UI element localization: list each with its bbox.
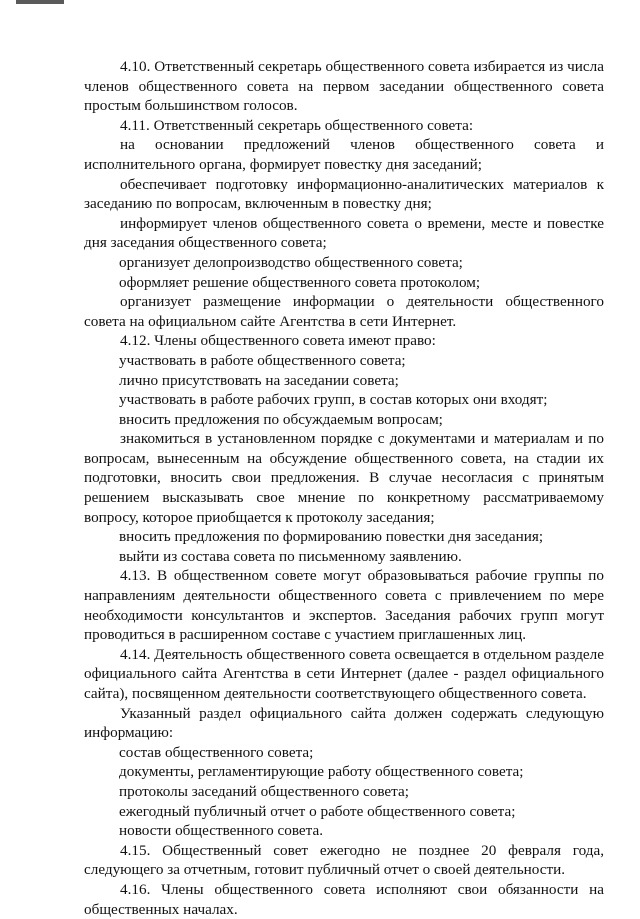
paragraph-4-10: 4.10. Ответственный секретарь общественного совета избирается из числа членов общественного совета на первом заседании общественного совета простым большинством голосов. <box>84 58 604 115</box>
paragraph-4-14-item: ежегодный публичный отчет о работе общественного совета; <box>119 802 516 820</box>
paragraph-4-12-item: участвовать в работе рабочих групп, в состав которых они входят; <box>119 391 548 409</box>
paragraph-4-12-item: вносить предложения по обсуждаемым вопросам; <box>119 410 443 428</box>
paragraph-4-12: 4.12. Члены общественного совета имеют право: <box>120 332 436 350</box>
scan-edge-mark <box>16 0 64 4</box>
paragraph-4-11: 4.11. Ответственный секретарь общественного совета: <box>120 116 474 134</box>
paragraph-4-14-item: новости общественного совета. <box>119 822 324 840</box>
paragraph-4-14-item: протоколы заседаний общественного совета; <box>119 782 409 800</box>
paragraph-4-14: 4.14. Деятельность общественного совета освещается в отдельном разделе официального сайта Агентства в сети Интернет (далее - раздел официального сайта), посвященном деятельности соответствующего общественного совета. <box>84 645 604 702</box>
paragraph-4-14-item: состав общественного совета; <box>119 743 314 761</box>
paragraph-4-11-item: организует делопроизводство общественного совета; <box>119 253 463 271</box>
paragraph-4-11-item: обеспечивает подготовку информационно-аналитических материалов к заседанию по вопросам, включенным в повестку дня; <box>84 175 604 213</box>
paragraph-4-11-item: организует размещение информации о деятельности общественного совета на официальном сайте Агентства в сети Интернет. <box>84 293 604 330</box>
paragraph-4-11-item: на основании предложений членов общественного совета и исполнительного органа, формирует повестку дня заседаний; <box>84 136 604 173</box>
paragraph-4-14-item: документы, регламентирующие работу общественного совета; <box>119 763 524 781</box>
paragraph-4-14-intro: Указанный раздел официального сайта должен содержать следующую информацию: <box>84 704 604 742</box>
paragraph-4-12-item: вносить предложения по формированию повестки дня заседания; <box>119 528 544 546</box>
paragraph-4-12-item: выйти из состава совета по письменному заявлению. <box>119 547 462 565</box>
paragraph-4-15: 4.15. Общественный совет ежегодно не позднее 20 февраля года, следующего за отчетным, готовит публичный отчет о своей деятельности. <box>84 841 604 879</box>
paragraph-4-13: 4.13. В общественном совете могут образовываться рабочие группы по направлениям деятельности общественного совета с привлечением по мере необходимости консультантов и экспертов. Заседания рабочих групп могут проводиться в расширенном составе с участием приглашенных лиц. <box>84 567 604 644</box>
paragraph-4-16: 4.16. Члены общественного совета исполняют свои обязанности на общественных началах. <box>84 880 604 918</box>
paragraph-4-11-item: оформляет решение общественного совета протоколом; <box>119 273 481 291</box>
paragraph-4-12-item: знакомиться в установленном порядке с документами и материалам и по вопросам, вынесенным на обсуждение общественного совета, на стадии их подготовки, вносить свои предложения. В случае несогласия с принятым решением высказывать свое мнение по конкретному рассматриваемому вопросу, которое приобщается к протоколу заседания; <box>84 430 604 526</box>
document-page <box>84 57 604 919</box>
paragraph-4-11-item: информирует членов общественного совета о времени, месте и повестке дня заседания общественного совета; <box>84 214 604 252</box>
paragraph-4-12-item: участвовать в работе общественного совета; <box>119 351 406 369</box>
paragraph-4-12-item: лично присутствовать на заседании совета; <box>119 371 399 389</box>
